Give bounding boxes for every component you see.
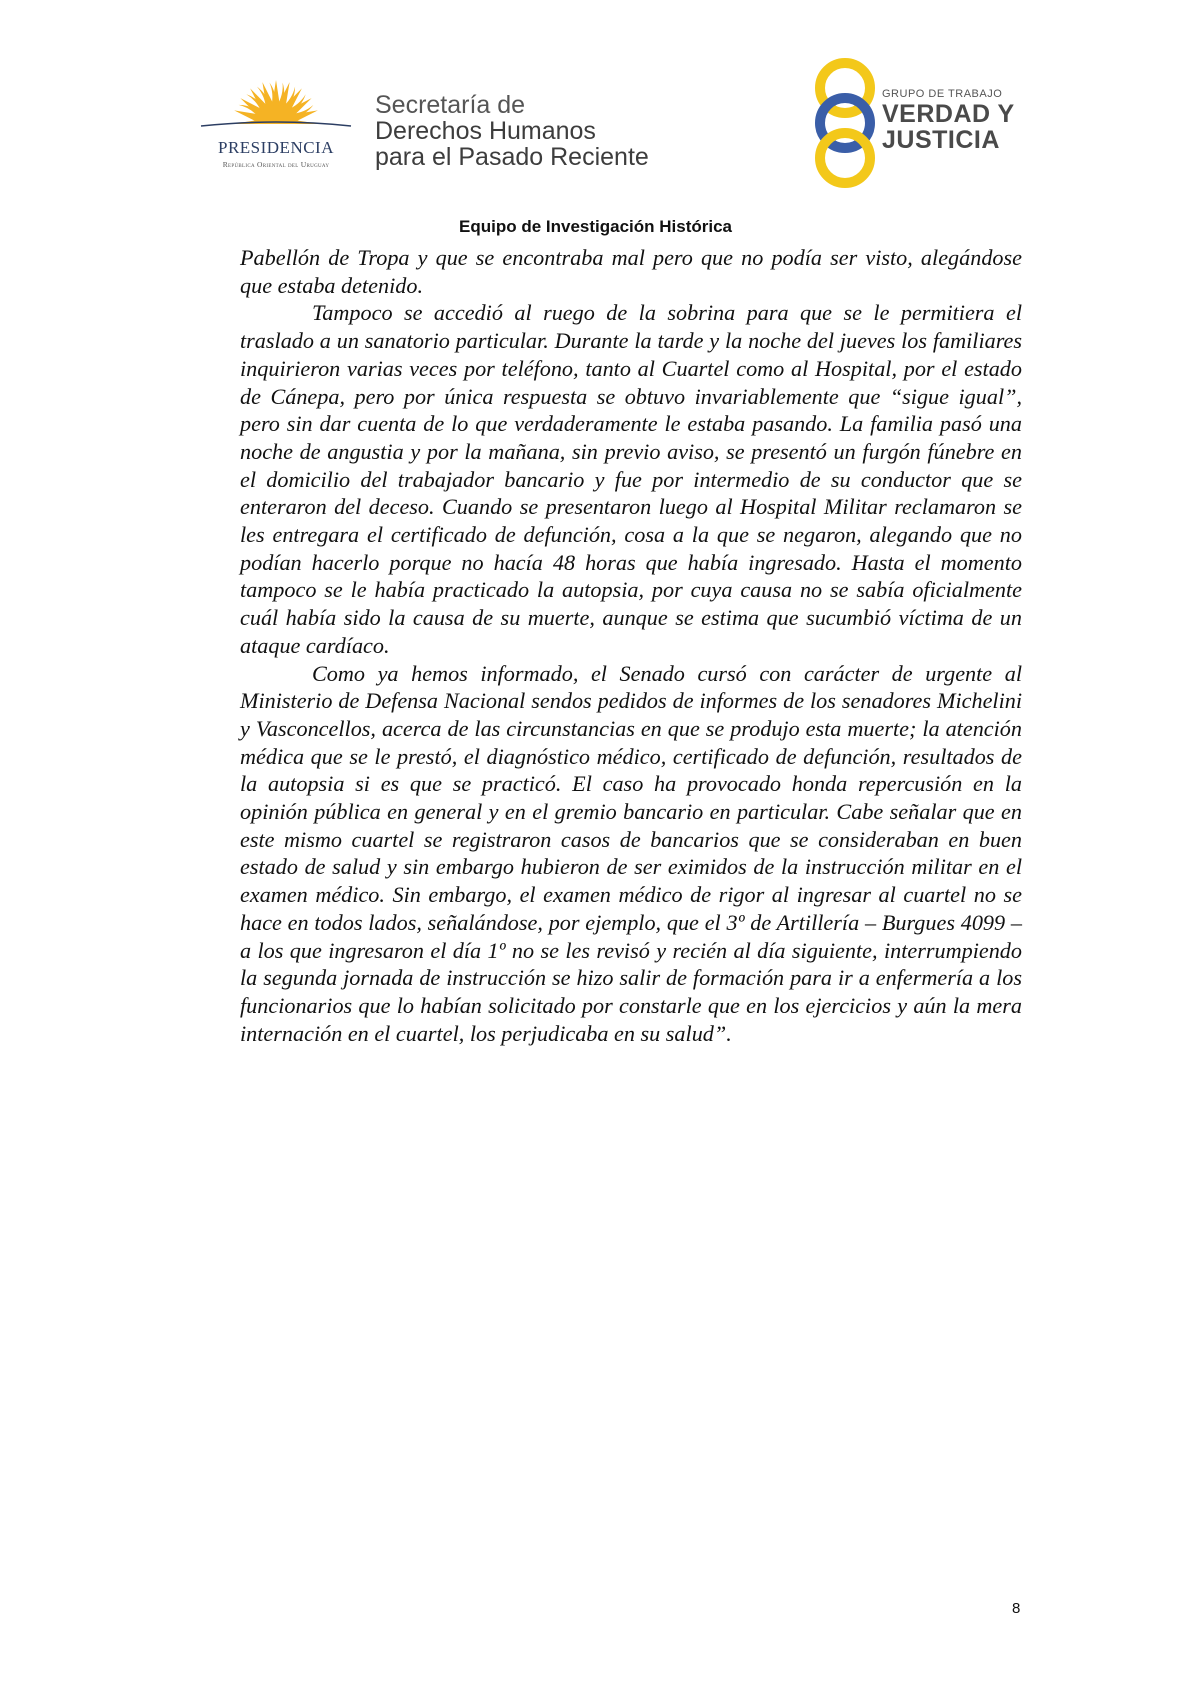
vj-title-line-1: VERDAD Y [882,100,1015,128]
secretaria-line-1: Secretaría de [375,91,526,119]
vj-title-line-2: JUSTICIA [882,126,1000,154]
sun-emblem-icon [196,78,356,140]
paragraph: Tampoco se accedió al ruego de la sobrina para que se le permitiera el traslado a un sanatorio particular. Durante la tarde y la noche del jueves los familiares inquirieron varias veces por teléfono, tanto al Cuartel como al Hospital, por el estado de Cánepa, pero por única respuesta se obtuvo invariablemente que “sigue igual”, pero sin dar cuenta de lo que verdaderamente le estaba pasando. La familia pasó una noche de angustia y por la mañana, sin previo aviso, se presentó un furgón fúnebre en el domicilio del trabajador bancario y fue por intermedio de su conductor que se enteraron del deceso. Cuando se presentaron luego al Hospital Militar reclamaron se les entregara el certificado de defunción, cosa a la que se negaron, alegando que no podían hacerlo porque no hacía 48 horas que había ingresado. Hasta el momento tampoco se le había practicado la autopsia, por cuya causa no se sabía oficialmente cuál había sido la causa de su muerte, aunque se estima que sucumbió víctima de un ataque cardíaco. [240,300,1022,658]
presidencia-subtitle: República Oriental del Uruguay [222,160,330,169]
vj-title [882,101,1015,153]
verdad-justicia-logo [810,58,1040,188]
page-header [0,0,1191,215]
team-title: Equipo de Investigación Histórica [459,217,732,236]
presidencia-logo [196,78,356,178]
document-body [240,244,1022,1047]
paragraph: Como ya hemos informado, el Senado cursó con carácter de urgente al Ministerio de Defensa Nacional sendos pedidos de informes de los senadores Michelini y Vasconcellos, acerca de las circunstancias en que se produjo esta muerte; la atención médica que se le prestó, el diagnóstico médico, certificado de defunción, resultados de la autopsia si es que se practicó. El caso ha provocado honda repercusión en la opinión pública en general y en el gremio bancario en particular. Cabe señalar que en este mismo cuartel se registraron casos de bancarios que se consideraban en buen estado de salud y sin embargo hubieron de ser eximidos de la instrucción militar en el examen médico. Sin embargo, el examen médico de rigor al ingresar al cuartel no se hace en todos lados, señalándose, por ejemplo, que el 3º de Artillería – Burgues 4099 – a los que ingresaron el día 1º no se les revisó y recién al día siguiente, interrumpiendo la segunda jornada de instrucción se hizo salir de formación para ir a enfermería a los funcionarios que lo habían solicitado por constarle que en los ejercicios y aún la mera internación en el cuartel, los perjudicaba en su salud”. [240,660,1022,1046]
page-number: 8 [1012,1600,1021,1617]
secretaria-line-3: para el Pasado Reciente [375,143,649,171]
linked-rings-icon [810,58,880,188]
paragraph: Pabellón de Tropa y que se encontraba mal pero que no podía ser visto, alegándose que estaba detenido. [240,245,1022,298]
vj-group-label: GRUPO DE TRABAJO [882,88,1003,100]
secretaria-title [375,92,649,170]
presidencia-name: PRESIDENCIA [217,138,334,157]
secretaria-line-2: Derechos Humanos [375,117,596,145]
